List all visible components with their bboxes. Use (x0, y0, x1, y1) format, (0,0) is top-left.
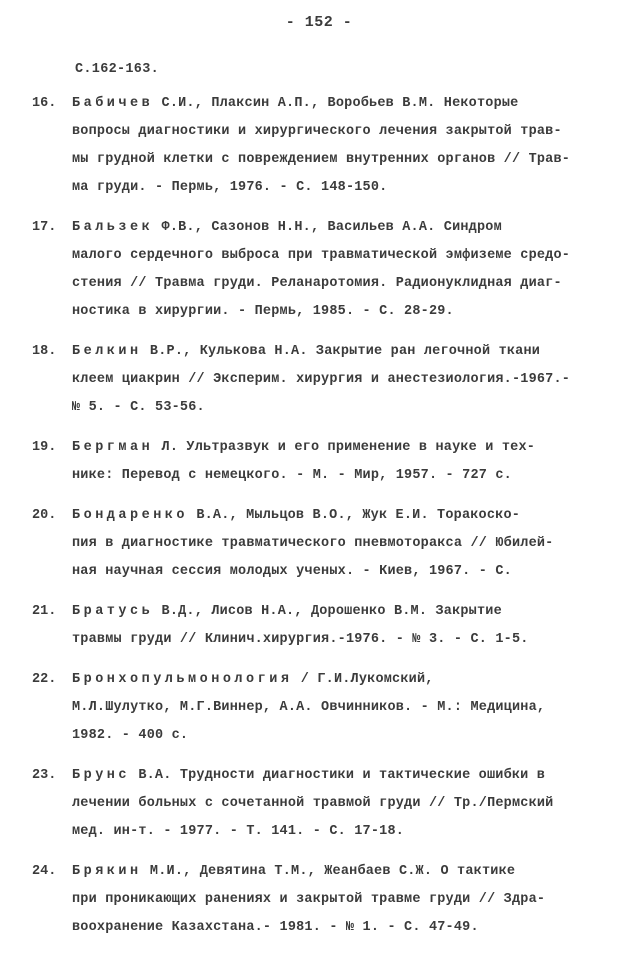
entry-line: травмы груди // Клинич.хирургия.-1976. - № 3. - С. 1-5. (72, 632, 529, 647)
bibliography-entry-23 (32, 762, 612, 846)
entry-line (72, 90, 612, 118)
entry-number: 19. (32, 440, 57, 455)
entry-line: нике: Перевод с немецкого. - М. - Мир, 1957. - 727 с. (72, 468, 512, 483)
entry-text (72, 762, 612, 846)
entry-line: при проникающих ранениях и закрытой травме груди // Здра- (72, 892, 546, 907)
entry-author: Братусь (72, 604, 154, 619)
entry-line: малого сердечного выброса при травматической эмфиземе средо- (72, 248, 571, 263)
entry-line-text: М.И., Девятина Т.М., Жеанбаев С.Ж. О тактике (141, 864, 516, 879)
entry-line (72, 858, 612, 886)
entry-line-text: В.Р., Кулькова Н.А. Закрытие ран легочной ткани (141, 344, 541, 359)
continuation-line: С.162-163. (75, 62, 160, 77)
entry-line: вопросы диагностики и хирургического лечения закрытой трав- (72, 124, 562, 139)
entry-author: Белкин (72, 344, 142, 359)
entry-text (72, 502, 612, 586)
entry-line: ностика в хирургии. - Пермь, 1985. - С. 28-29. (72, 304, 454, 319)
entry-line: стения // Травма груди. Реланаротомия. Радионуклидная диаг- (72, 276, 562, 291)
entry-line-text: Л. Ультразвук и его применение в науке и тех- (153, 440, 536, 455)
entry-text (72, 90, 612, 202)
entry-text (72, 338, 612, 422)
entry-line: 1982. - 400 с. (72, 728, 189, 743)
entry-line-text: В.Д., Лисов Н.А., Дорошенко В.М. Закрытие (153, 604, 502, 619)
entry-author: Бальзек (72, 220, 154, 235)
bibliography-entry-21 (32, 598, 612, 654)
entry-text (72, 666, 612, 750)
entry-line (72, 502, 612, 530)
entry-line (72, 214, 612, 242)
entry-line-text: Ф.В., Сазонов Н.Н., Васильев А.А. Синдром (153, 220, 502, 235)
bibliography-entry-16 (32, 90, 612, 202)
entry-number: 22. (32, 672, 57, 687)
entry-line: воохранение Казахстана.- 1981. - № 1. - С. 47-49. (72, 920, 479, 935)
entry-author: Брякин (72, 864, 142, 879)
bibliography-entry-20 (32, 502, 612, 586)
entry-line-text: / Г.И.Лукомский, (292, 672, 434, 687)
bibliography-entry-24 (32, 858, 612, 942)
entry-number: 23. (32, 768, 57, 783)
entry-number: 16. (32, 96, 57, 111)
bibliography-entry-19 (32, 434, 612, 490)
entry-author: Брунс (72, 768, 131, 783)
entry-line (72, 434, 612, 462)
entry-number: 21. (32, 604, 57, 619)
entry-line: пия в диагностике травматического пневмоторакса // Юбилей- (72, 536, 554, 551)
page-number: - 152 - (285, 14, 353, 31)
entry-line: № 5. - С. 53-56. (72, 400, 205, 415)
entry-line-text: В.А., Мыльцов В.О., Жук Е.И. Торакоско- (188, 508, 521, 523)
entry-line: ма груди. - Пермь, 1976. - С. 148-150. (72, 180, 388, 195)
entry-author: Бондаренко (72, 508, 189, 523)
entry-line (72, 598, 612, 626)
entry-number: 20. (32, 508, 57, 523)
bibliography-list (32, 90, 612, 954)
bibliography-entry-18 (32, 338, 612, 422)
entry-line: мед. ин-т. - 1977. - Т. 141. - С. 17-18. (72, 824, 405, 839)
entry-author: Бронхопульмонология (72, 672, 293, 687)
entry-number: 17. (32, 220, 57, 235)
entry-line: лечении больных с сочетанной травмой груди // Тр./Пермский (72, 796, 554, 811)
entry-number: 24. (32, 864, 57, 879)
entry-line-text: С.И., Плаксин А.П., Воробьев В.М. Некоторые (153, 96, 519, 111)
entry-line: ная научная сессия молодых ученых. - Киев, 1967. - С. (72, 564, 512, 579)
entry-line: клеем циакрин // Эксперим. хирургия и анестезиология.-1967.- (72, 372, 571, 387)
entry-line: мы грудной клетки с повреждением внутренних органов // Трав- (72, 152, 571, 167)
bibliography-entry-17 (32, 214, 612, 326)
entry-text (72, 434, 612, 490)
entry-author: Бергман (72, 440, 154, 455)
entry-text (72, 214, 612, 326)
entry-author: Бабичев (72, 96, 154, 111)
entry-line (72, 338, 612, 366)
entry-line (72, 762, 612, 790)
entry-line-text: В.А. Трудности диагностики и тактические ошибки в (130, 768, 546, 783)
entry-number: 18. (32, 344, 57, 359)
entry-line: М.Л.Шулутко, М.Г.Виннер, А.А. Овчинников. - М.: Медицина, (72, 700, 546, 715)
bibliography-entry-22 (32, 666, 612, 750)
entry-line (72, 666, 612, 694)
entry-text (72, 858, 612, 942)
entry-text (72, 598, 612, 654)
